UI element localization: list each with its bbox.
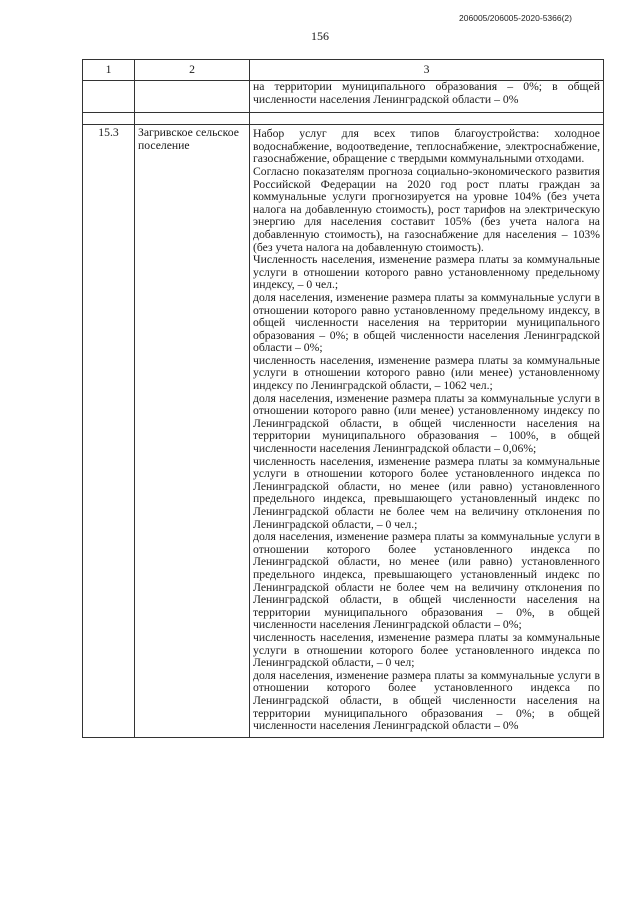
paragraph: доля населения, изменение размера платы за коммунальные услуги в отношении которого равно установленному предельному индексу, в общей численности населения на территории муниципального образования – 0%; в общей численности населения Ленинградской области – 0%; — [253, 290, 600, 355]
paragraph: численность населения, изменение размера платы за коммунальные услуги в отношении которого более установленного индекса по Ленинградской области, – 0 чел; — [253, 630, 600, 670]
paragraph: доля населения, изменение размера платы за коммунальные услуги в отношении которого равно (или менее) установленному индексу по Ленинградской области, в общей численности населения на территории муниципального образования – 100%, в общей численности населения Ленинградской области – 0,06%; — [253, 391, 600, 456]
row-separator — [83, 113, 604, 125]
continued-cell — [250, 81, 604, 113]
document-id: 206005/206005-2020-5366(2) — [459, 13, 572, 23]
column-header-1: 1 — [83, 60, 135, 81]
paragraph: доля населения, изменение размера платы за коммунальные услуги в отношении которого более установленного индекса по Ленинградской области, но менее (или равно) установленного предельного индекса, превышающего установленный индекс по Ленинградской области не более чем на величину отклонения по Ленинградской области, в общей численности населения на территории муниципального образования – 0%, в общей численности населения Ленинградской области – 0%; — [253, 530, 600, 632]
document-table — [82, 59, 604, 738]
table-header-row — [83, 60, 604, 81]
paragraph: Численность населения, изменение размера платы за коммунальные услуги в отношении которого равно установленному предельному индексу, – 0 чел.; — [253, 253, 600, 292]
page-number: 156 — [311, 29, 329, 43]
continued-paragraph: на территории муниципального образования – 0%; в общей численности населения Ленинградской области – 0% — [253, 80, 600, 106]
column-header-3: 3 — [250, 60, 604, 81]
paragraph: численность населения, изменение размера платы за коммунальные услуги в отношении которого более установленного индекса по Ленинградской области, но менее (или равно) установленного предельного индекса, превышающего установленный индекс по Ленинградской области не более чем на величину отклонения по Ленинградской области, – 0 чел.; — [253, 454, 600, 531]
row-number: 15.3 — [83, 125, 135, 738]
settlement-name: Загривское сельское поселение — [135, 125, 250, 738]
column-header-2: 2 — [135, 60, 250, 81]
table-row — [83, 125, 604, 738]
paragraph: Согласно показателям прогноза социально-экономического развития Российской Федерации на 2020 год рост платы граждан за коммунальные услуги прогнозируется на уровне 104% (без учета налога на добавленную стоимость), рост тарифов на электрическую энергию для населения составит 105% (без учета налога на добавленную стоимость), на газоснабжение для населения – 103% (без учета налога на добавленную стоимость). — [253, 164, 600, 254]
table-row-continued — [83, 81, 604, 113]
description-cell — [250, 125, 604, 738]
paragraph: Набор услуг для всех типов благоустройства: холодное водоснабжение, водоотведение, теплоснабжение, электроснабжение, газоснабжение, обращение с твердыми коммунальными отходами. — [253, 127, 600, 166]
paragraph: численность населения, изменение размера платы за коммунальные услуги в отношении которого равно (или менее) установленному индексу по Ленинградской области, – 1062 чел.; — [253, 353, 600, 393]
paragraph: доля населения, изменение размера платы за коммунальные услуги в отношении которого более установленного индекса по Ленинградской области, в общей численности населения на территории муниципального образования – 0%; в общей численности населения Ленинградской области – 0% — [253, 668, 600, 733]
